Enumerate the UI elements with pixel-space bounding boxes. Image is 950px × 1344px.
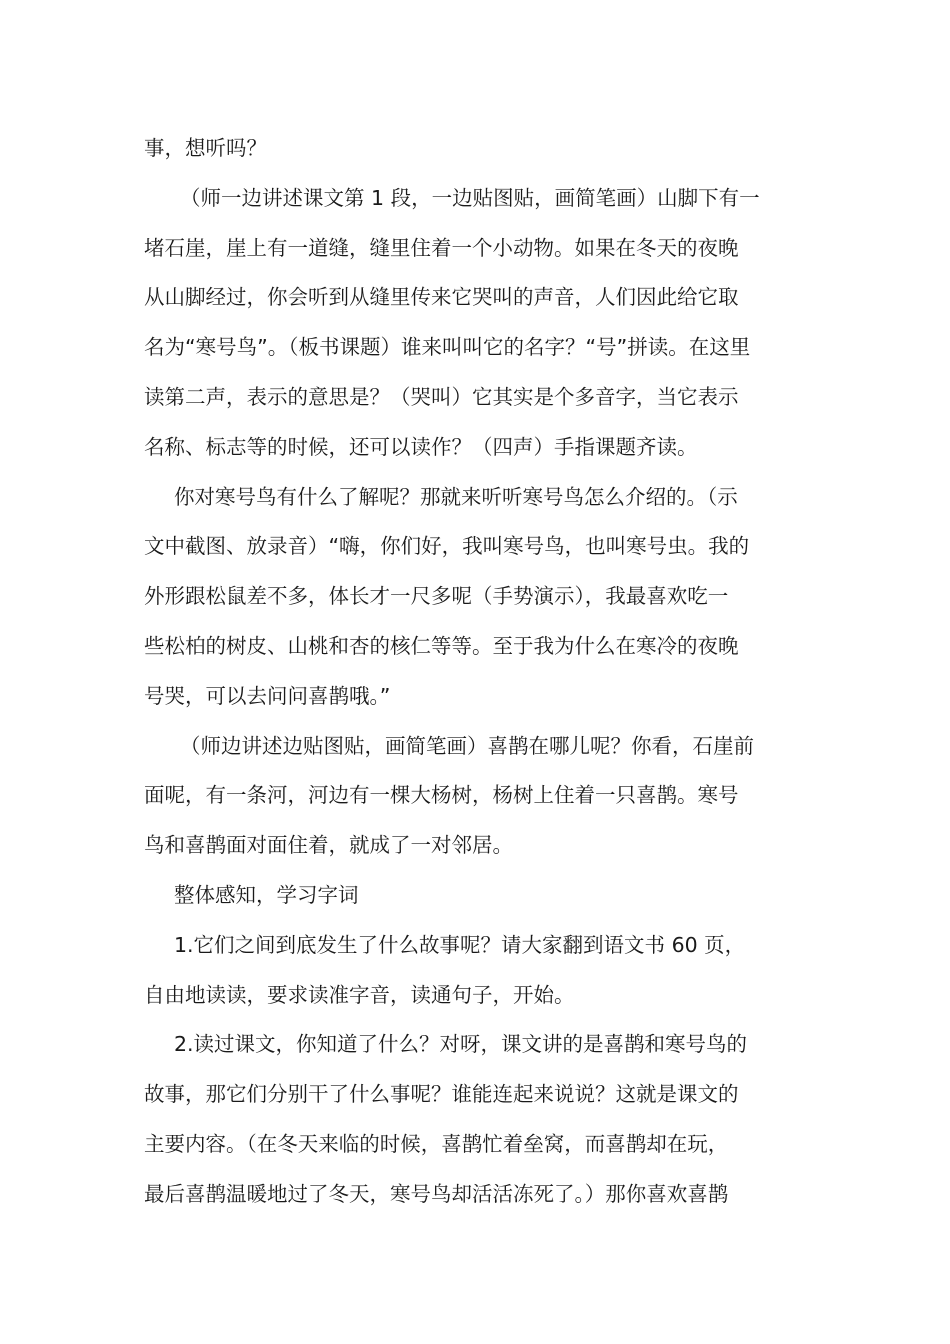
- text-line: 面呢，有一条河，河边有一棵大杨树，杨树上住着一只喜鹊。寒号: [144, 783, 739, 808]
- text-line: 事，想听吗？: [144, 136, 267, 160]
- text-line: 主要内容。（在冬天来临的时候，喜鹊忙着垒窝，而喜鹊却在玩，: [144, 1131, 729, 1156]
- text-line: 文中截图、放录音）“嗨，你们好，我叫寒号鸟，也叫寒号虫。我的: [144, 534, 750, 559]
- text-line: 鸟和喜鹊面对面住着，就成了一对邻居。: [144, 833, 513, 858]
- text-line: 从山脚经过，你会听到从缝里传来它哭叫的声音，人们因此给它取: [144, 285, 739, 310]
- text-line: 堵石崖，崖上有一道缝，缝里住着一个小动物。如果在冬天的夜晚: [144, 235, 739, 260]
- text-line: 2.读过课文，你知道了什么？对呀，课文讲的是喜鹊和寒号鸟的: [174, 1032, 748, 1057]
- text-line: （师一边讲述课文第 1 段，一边贴图贴，画简笔画）山脚下有一: [180, 185, 760, 210]
- text-line: 1.它们之间到底发生了什么故事呢？请大家翻到语文书 60 页，: [174, 932, 746, 957]
- document-body: [144, 124, 808, 1220]
- text-line: 你对寒号鸟有什么了解呢？那就来听听寒号鸟怎么介绍的。（示: [174, 484, 738, 509]
- text-line: 些松柏的树皮、山桃和杏的核仁等等。至于我为什么在寒冷的夜晚: [144, 633, 739, 658]
- text-line: 外形跟松鼠差不多，体长才一尺多呢（手势演示），我最喜欢吃一: [144, 584, 729, 609]
- text-line: （师边讲述边贴图贴，画简笔画）喜鹊在哪儿呢？你看，石崖前: [180, 733, 754, 758]
- text-line: 号哭，可以去问问喜鹊哦。”: [144, 683, 391, 708]
- text-line: 名为“寒号鸟”。（板书课题）谁来叫叫它的名字？“号”拼读。在这里: [144, 335, 751, 360]
- section-heading: 整体感知，学习字词: [174, 882, 359, 907]
- text-line: 最后喜鹊温暖地过了冬天，寒号鸟却活活冻死了。）那你喜欢喜鹊: [144, 1181, 729, 1206]
- text-line: 名称、标志等的时候，还可以读作？（四声）手指课题齐读。: [144, 434, 698, 459]
- text-line: 读第二声，表示的意思是？（哭叫）它其实是个多音字，当它表示: [144, 384, 739, 409]
- text-line: 自由地读读，要求读准字音，读通句子，开始。: [144, 982, 575, 1007]
- text-line: 故事，那它们分别干了什么事呢？谁能连起来说说？这就是课文的: [144, 1082, 739, 1107]
